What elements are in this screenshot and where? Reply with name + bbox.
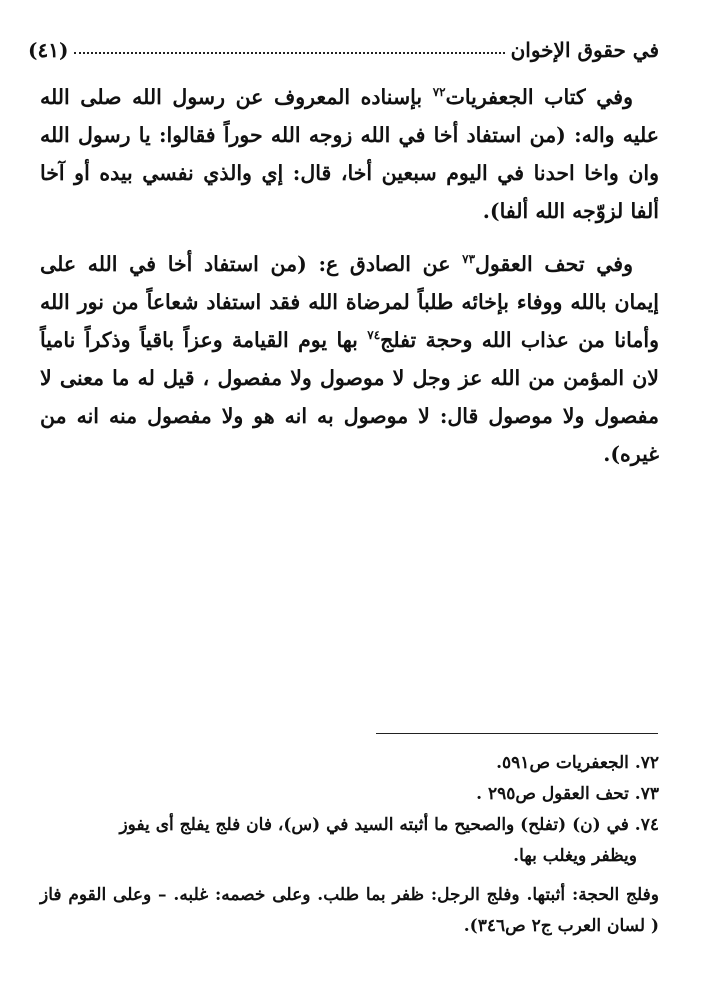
paragraph-text: وفي كتاب الجعفريات: [445, 85, 634, 109]
header-dotted-leader: [74, 52, 504, 54]
footnote-72: ٧٢. الجعفريات ص٥٩١.: [496, 753, 659, 773]
paragraph-text: وفي تحف العقول: [475, 252, 633, 276]
footnote-74-continuation: ويظفر ويغلب بها.: [513, 846, 637, 866]
paragraph-text: عن الصادق ع: (من استفاد أخا في الله على إيمان بالله ووفاء بإخائه طلباً لمرضاة الله فقد استفاد شعاعاً من نور الله وأمانا من عذاب الله وحجة تفلج: [40, 252, 659, 352]
header-title: في حقوق الإخوان: [510, 38, 659, 62]
main-text: [40, 78, 659, 488]
paragraph-text: بها يوم القيامة وعزاً باقياً وذكراً نامياً لان المؤمن من الله عز وجل لا موصول ولا مفصول ، قيل له ما معنى لا مفصول ولا موصول قال: لا موصول به انه هو ولا مفصول منه انه من غيره).: [40, 328, 659, 466]
page-number: (٤١): [28, 38, 69, 62]
footnote-74: ٧٤. في (ن) (تفلح) والصحيح ما أثبته السيد في (س)، فان فلج يفلج أى يفوز: [119, 815, 659, 835]
footnote-separator: [376, 733, 658, 734]
footnote-ref: ٧٣: [462, 252, 476, 267]
footnotes: [40, 748, 659, 942]
paragraph-text: بإسناده المعروف عن رسول الله صلى الله عليه واله: (من استفاد أخا في الله زوجه الله حوراً فقالوا: يا رسول الله وان واخا احدنا في اليوم سبعين أخا، قال: إي والذي نفسي بيده أو آخا ألفا لزوّجه الله ألفا).: [40, 85, 659, 223]
paragraph-1: [40, 78, 659, 230]
footnote-73: ٧٣. تحف العقول ص٢٩٥ .: [476, 784, 659, 804]
running-header: [28, 28, 659, 62]
paragraph-2: [40, 245, 659, 473]
footnote-ref: ٧٤: [367, 328, 381, 343]
footnote-74-extra: وفلج الحجة: أثبتها. وفلج الرجل: ظفر بما طلب. وعلى خصمه: غلبه. – وعلى القوم فاز ( لسان العرب ج٢ ص٣٤٦).: [40, 885, 659, 936]
footnote-ref: ٧٢: [432, 85, 446, 100]
